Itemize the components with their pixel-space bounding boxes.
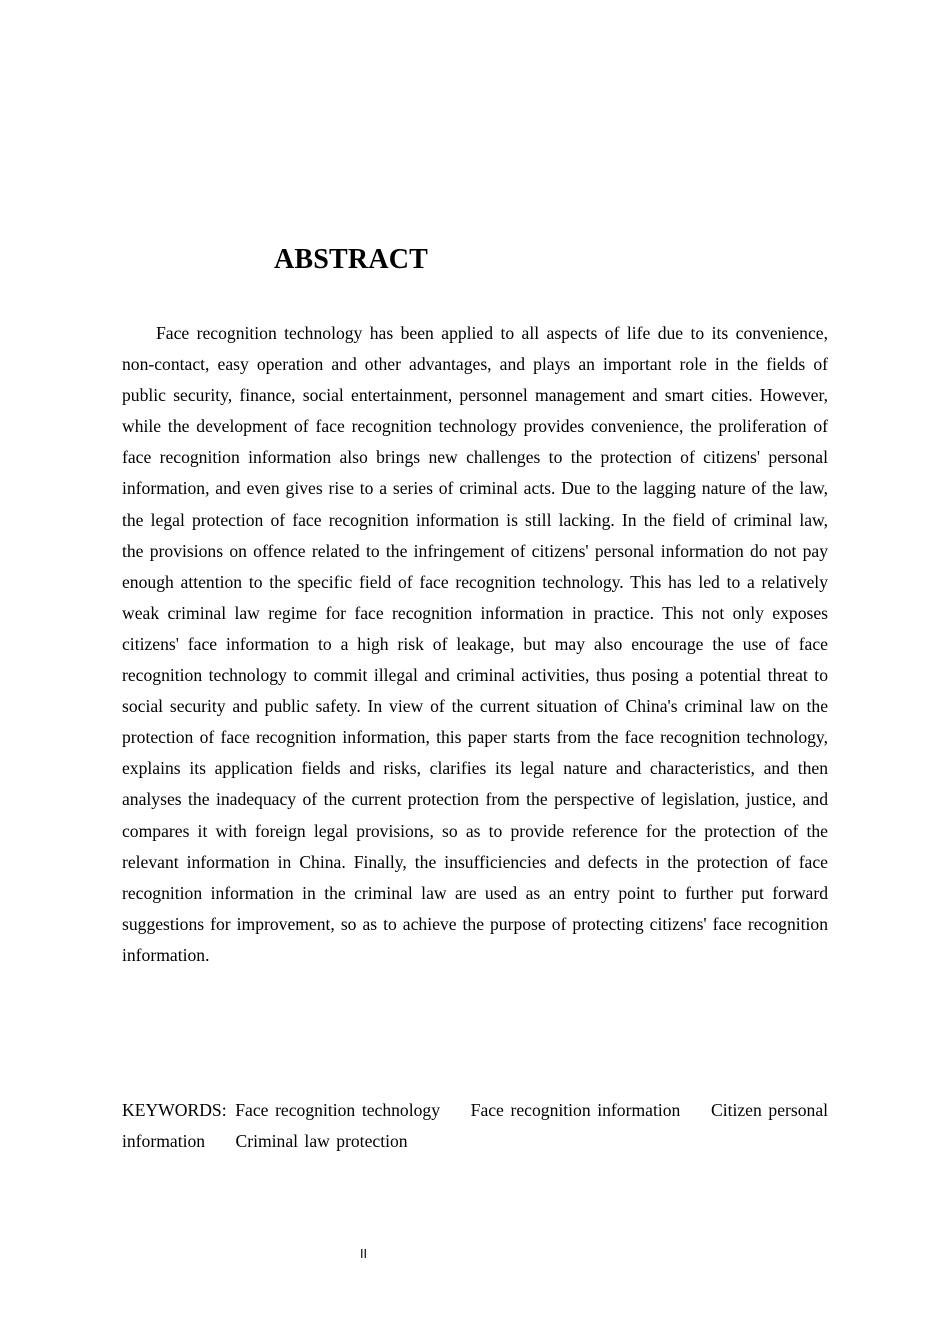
keywords-label: KEYWORDS: bbox=[122, 1100, 227, 1120]
keyword-item: Citizen personal information bbox=[122, 1100, 829, 1152]
abstract-body: Face recognition technology has been applied to all aspects of life due to its convenience, non-contact, easy operation and other advantages, and plays an important role in the fields of public security, finance, social entertainment, personnel management and smart cities. However, while the development of face recognition technology provides convenience, the proliferation of face recognition information also brings new challenges to the protection of citizens' personal information, and even gives rise to a series of criminal acts. Due to the lagging nature of the law, the legal protection of face recognition information is still lacking. In the field of criminal law, the provisions on offence related to the infringement of citizens' personal information do not pay enough attention to the specific field of face recognition technology. This has led to a relatively weak criminal law regime for face recognition information in practice. This not only exposes citizens' face information to a high risk of leakage, but may also encourage the use of face recognition technology to commit illegal and criminal activities, thus posing a potential threat to social security and public safety. In view of the current situation of China's criminal law on the protection of face recognition information, this paper starts from the face recognition technology, explains its application fields and risks, clarifies its legal nature and characteristics, and then analyses the inadequacy of the current protection from the perspective of legislation, justice, and compares it with foreign legal provisions, so as to provide reference for the protection of the relevant information in China. Finally, the insufficiencies and defects in the protection of face recognition information in the criminal law are used as an entry point to further put forward suggestions for improvement, so as to achieve the purpose of protecting citizens' face recognition information. bbox=[122, 323, 828, 965]
keywords-line bbox=[122, 1095, 828, 1157]
page-number: II bbox=[359, 1247, 368, 1261]
keyword-item: Criminal law protection bbox=[235, 1131, 408, 1152]
keyword-item: Face recognition technology bbox=[235, 1100, 441, 1120]
keyword-item: Face recognition information bbox=[470, 1100, 681, 1120]
abstract-title: ABSTRACT bbox=[273, 244, 429, 275]
